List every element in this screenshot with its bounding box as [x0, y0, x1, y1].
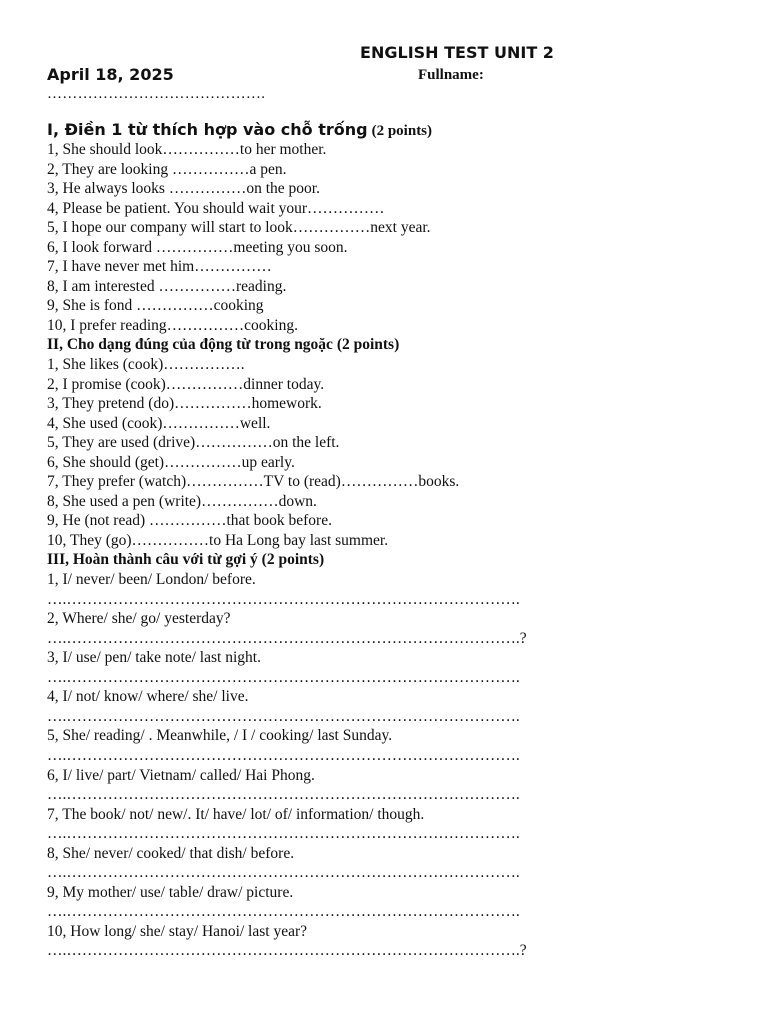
- answer-blank: ….…………………………………………………………………………….: [47, 746, 520, 764]
- answer-blank: ….…………………………………………………………………………….: [47, 786, 520, 804]
- question-line: 9, He (not read) ……………that book before.: [47, 512, 332, 530]
- question-prompt: 1, I/ never/ been/ London/ before.: [47, 571, 256, 589]
- question-line: 6, I look forward ……………meeting you soon.: [47, 238, 348, 256]
- question-line: 5, I hope our company will start to look……………next year.: [47, 219, 431, 237]
- section-1-title: I, Điền 1 từ thích hợp vào chỗ trống: [47, 120, 368, 139]
- question-line: 7, I have never met him……………: [47, 258, 272, 276]
- question-line: 7, They prefer (watch)……………TV to (read)……………books.: [47, 473, 460, 491]
- answer-blank: ….…………………………………………………………………………….?: [47, 629, 527, 647]
- question-line: 4, She used (cook)……………well.: [47, 414, 271, 432]
- question-line: 5, They are used (drive)……………on the left.: [47, 434, 340, 452]
- question-line: 8, She used a pen (write)……………down.: [47, 492, 317, 510]
- fullname-blank: …………………………………….: [47, 86, 266, 102]
- question-line: 4, Please be patient. You should wait your……………: [47, 199, 385, 217]
- question-prompt: 10, How long/ she/ stay/ Hanoi/ last year?: [47, 922, 308, 940]
- header-row: [47, 64, 737, 86]
- question-prompt: 2, Where/ she/ go/ yesterday?: [47, 610, 231, 628]
- answer-blank: ….…………………………………………………………………………….: [47, 825, 520, 843]
- answer-blank: ….…………………………………………………………………………….: [47, 590, 520, 608]
- answer-blank: ….…………………………………………………………………………….: [47, 864, 520, 882]
- answer-blank: ….…………………………………………………………………………….?: [47, 942, 527, 960]
- question-line: 1, She should look……………to her mother.: [47, 141, 327, 158]
- test-date: April 18, 2025: [47, 65, 174, 84]
- spacer: [47, 104, 737, 120]
- question-line: 3, They pretend (do)……………homework.: [47, 395, 322, 413]
- answer-blank: ….…………………………………………………………………………….: [47, 903, 520, 921]
- section-3-title: III, Hoàn thành câu với từ gợi ý (2 points): [47, 551, 325, 569]
- question-prompt: 7, The book/ not/ new/. It/ have/ lot/ of/ information/ though.: [47, 805, 425, 823]
- question-line: 10, I prefer reading……………cooking.: [47, 316, 298, 334]
- answer-blank: ….…………………………………………………………………………….: [47, 668, 520, 686]
- question-prompt: 9, My mother/ use/ table/ draw/ picture.: [47, 883, 294, 901]
- question-line: 9, She is fond ……………cooking: [47, 297, 264, 315]
- answer-blank: ….…………………………………………………………………………….: [47, 707, 520, 725]
- section-1-points: (2 points): [371, 123, 433, 139]
- question-line: 2, They are looking ……………a pen.: [47, 160, 287, 178]
- worksheet-page: [47, 42, 737, 961]
- question-prompt: 3, I/ use/ pen/ take note/ last night.: [47, 649, 261, 667]
- section-2-title: II, Cho dạng đúng của động từ trong ngoặc (2 points): [47, 336, 400, 354]
- question-line: 8, I am interested ……………reading.: [47, 277, 287, 295]
- question-line: 6, She should (get)……………up early.: [47, 453, 295, 471]
- question-prompt: 4, I/ not/ know/ where/ she/ live.: [47, 688, 249, 706]
- question-prompt: 8, She/ never/ cooked/ that dish/ before.: [47, 844, 295, 862]
- question-line: 1, She likes (cook)…………….: [47, 356, 245, 374]
- question-prompt: 5, She/ reading/ . Meanwhile, / I / cooking/ last Sunday.: [47, 727, 393, 745]
- page-title: ENGLISH TEST UNIT 2: [360, 43, 554, 62]
- fullname-label: Fullname:: [418, 67, 484, 83]
- question-line: 3, He always looks ……………on the poor.: [47, 180, 320, 198]
- question-line: 10, They (go)……………to Ha Long bay last summer.: [47, 531, 389, 549]
- question-line: 2, I promise (cook)……………dinner today.: [47, 375, 325, 393]
- section-1-heading: [47, 120, 737, 140]
- question-prompt: 6, I/ live/ part/ Vietnam/ called/ Hai Phong.: [47, 766, 315, 784]
